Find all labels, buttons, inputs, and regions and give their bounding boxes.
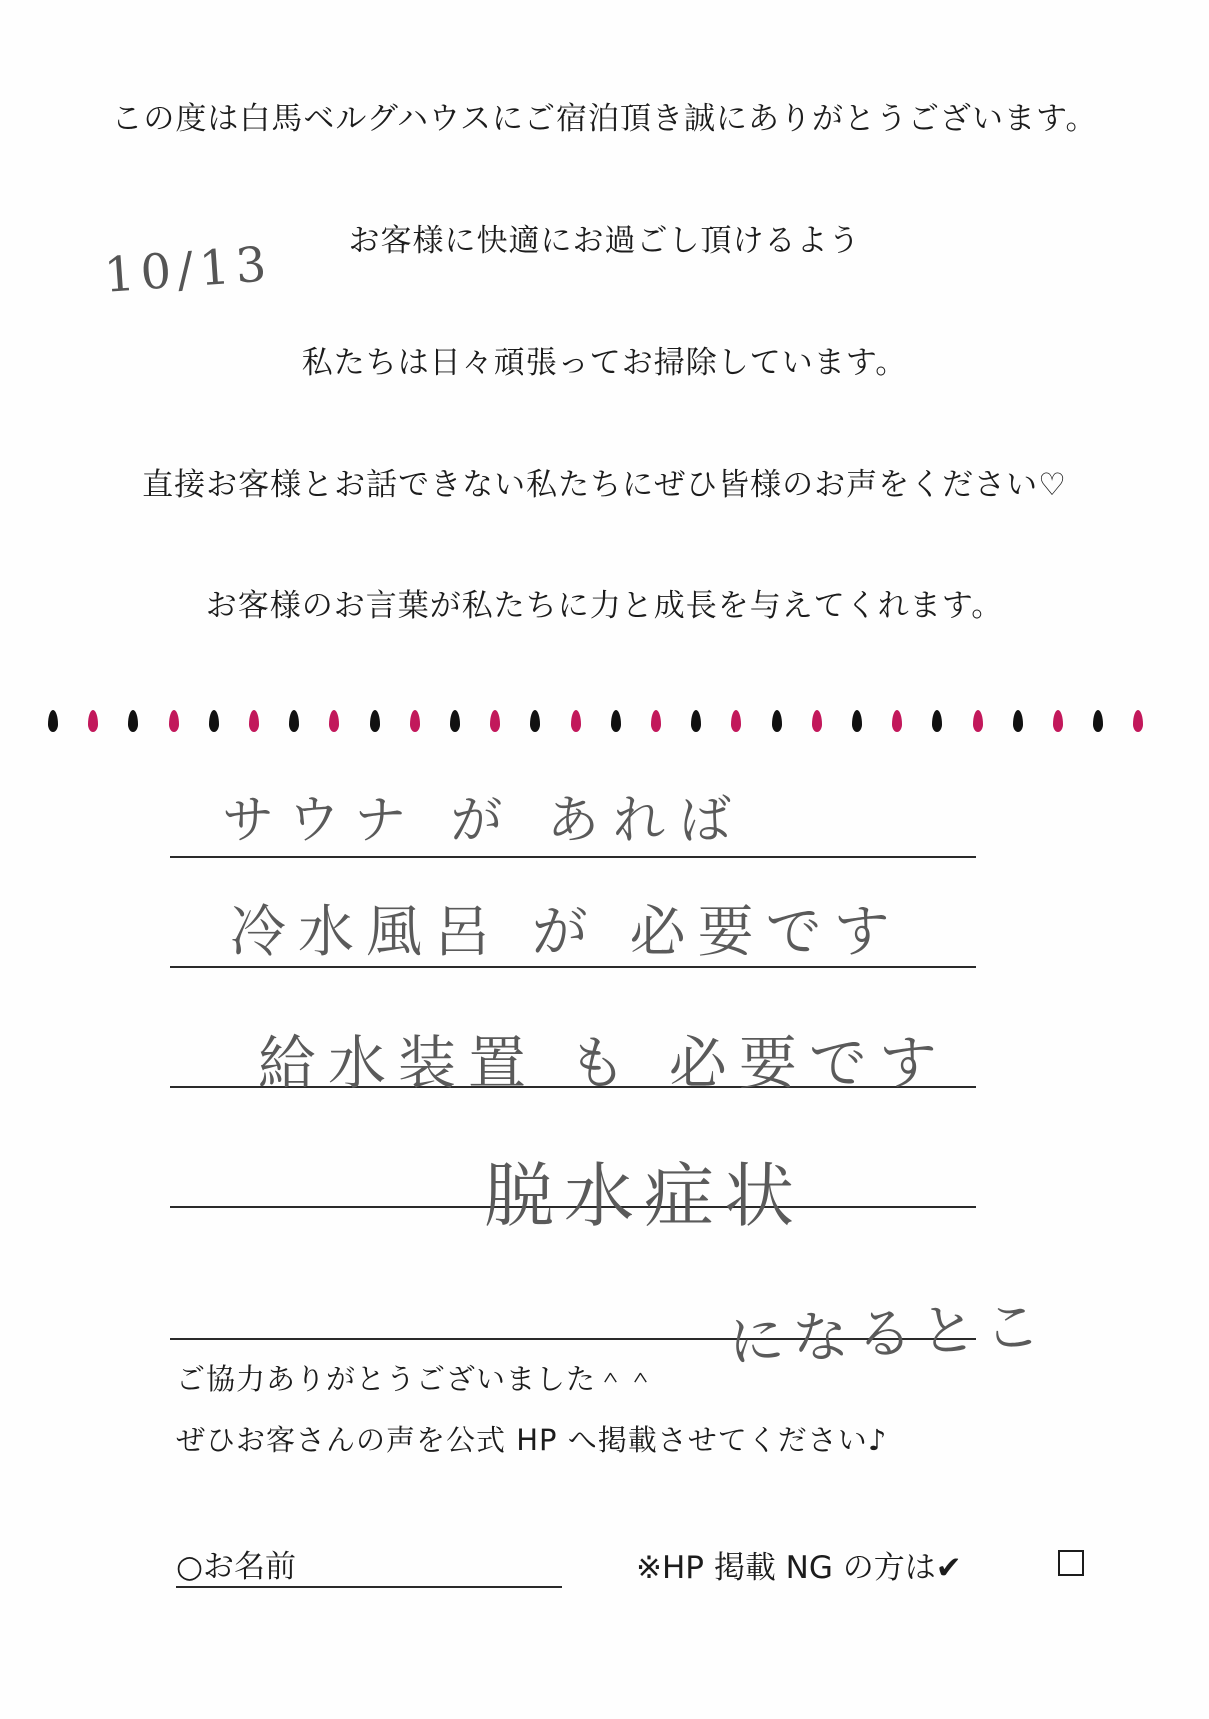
divider-dot: [490, 710, 500, 732]
intro-line-1: この度は白馬ベルグハウスにご宿泊頂き誠にありがとうございます。: [111, 101, 1098, 137]
intro-line-4: 直接お客様とお話できない私たちにぜひ皆様のお声をください♡: [142, 467, 1067, 503]
handwritten-line-5: になるとこ: [726, 1293, 1050, 1376]
intro-line-3: 私たちは日々頑張ってお掃除しています。: [301, 345, 908, 381]
divider-dot: [329, 710, 339, 732]
name-field[interactable]: [176, 1586, 562, 1588]
intro-line-5: お客様のお言葉が私たちに力と成長を与えてくれます。: [205, 588, 1004, 624]
handwritten-line-4: 脱水症状: [484, 1155, 804, 1237]
divider-dot: [1093, 710, 1103, 732]
divider-dot: [651, 710, 661, 732]
divider-dot: [812, 710, 822, 732]
name-label: ○お名前: [176, 1549, 297, 1585]
divider-dot: [973, 710, 983, 732]
divider-dot: [88, 710, 98, 732]
handwritten-line-2: 冷水風呂 が 必要です: [230, 900, 902, 965]
divider-dot: [731, 710, 741, 732]
divider-dot: [1133, 710, 1143, 732]
divider-dot: [932, 710, 942, 732]
divider-dot: [169, 710, 179, 732]
divider-dot: [450, 710, 460, 732]
dotted-divider: [0, 710, 1209, 740]
answer-line-1: [170, 856, 976, 858]
divider-dot: [128, 710, 138, 732]
divider-dot: [691, 710, 701, 732]
handwritten-date: 10/13: [102, 236, 275, 304]
divider-dot: [249, 710, 259, 732]
hp-ng-checkbox[interactable]: [1058, 1550, 1084, 1576]
divider-dot: [611, 710, 621, 732]
divider-dot: [571, 710, 581, 732]
divider-dot: [1013, 710, 1023, 732]
closing-request: ぜひお客さんの声を公式 HP へ掲載させてください♪: [176, 1423, 888, 1457]
divider-dot: [370, 710, 380, 732]
intro-line-2: お客様に快適にお過ごし頂けるよう: [348, 223, 861, 259]
divider-dot: [772, 710, 782, 732]
divider-dot: [892, 710, 902, 732]
handwritten-line-3: 給水装置 も 必要です: [258, 1029, 949, 1097]
closing-thanks: ご協力ありがとうございました＾＾: [176, 1362, 657, 1396]
divider-dot: [1053, 710, 1063, 732]
divider-dot: [852, 710, 862, 732]
hp-ng-label: ※HP 掲載 NG の方は✔: [636, 1550, 962, 1586]
divider-dot: [209, 710, 219, 732]
divider-dot: [48, 710, 58, 732]
divider-dot: [289, 710, 299, 732]
divider-dot: [530, 710, 540, 732]
handwritten-line-1: サウナ が あれば: [222, 791, 746, 851]
divider-dot: [410, 710, 420, 732]
